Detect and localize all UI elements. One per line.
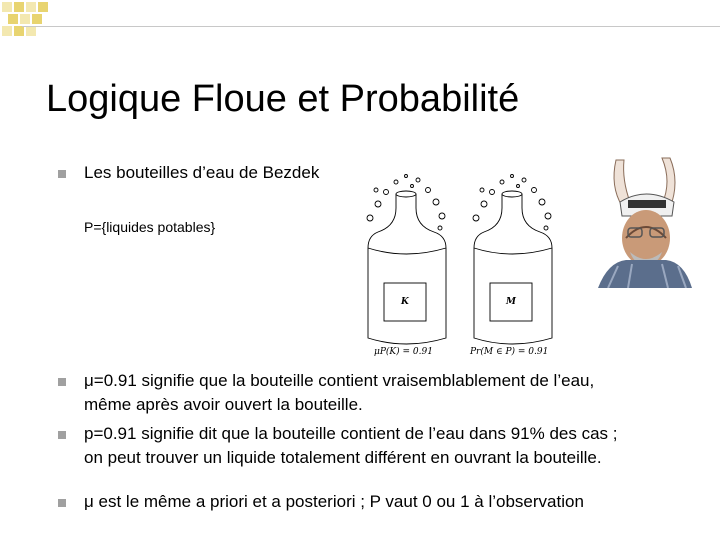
portrait-photo — [598, 156, 692, 288]
bullet-2-line-2: même après avoir ouvert la bouteille. — [84, 395, 363, 414]
bullet-marker — [58, 431, 66, 439]
header-divider — [22, 26, 720, 27]
slide-title: Logique Floue et Probabilité — [46, 78, 520, 120]
corner-decoration — [0, 0, 60, 45]
bullet-3-line-2: on peut trouver un liquide totalement différent en ouvrant la bouteille. — [84, 448, 602, 467]
bottles-figure — [356, 168, 568, 363]
bullet-marker — [58, 499, 66, 507]
bullet-4-text: μ est le même a priori et a posteriori ; P vaut 0 ou 1 à l’observation — [84, 492, 584, 511]
bullet-1-text: Les bouteilles d’eau de Bezdek — [84, 163, 320, 182]
bottle-left — [367, 175, 446, 345]
left-bottle-caption: μP(K) = 0.91 — [374, 347, 433, 357]
set-definition: P={liquides potables} — [84, 219, 216, 235]
right-bottle-label: M — [506, 297, 516, 307]
bottle-right — [473, 175, 552, 345]
bullet-2-line-1: μ=0.91 signifie que la bouteille contient vraisemblablement de l’eau, — [84, 371, 595, 390]
right-bottle-caption: Pr(M ∈ P) = 0.91 — [470, 347, 549, 357]
bullet-3-line-1: p=0.91 signifie dit que la bouteille contient de l’eau dans 91% des cas ; — [84, 424, 618, 443]
bullet-marker — [58, 378, 66, 386]
left-bottle-label: K — [401, 297, 409, 307]
bullet-marker — [58, 170, 66, 178]
